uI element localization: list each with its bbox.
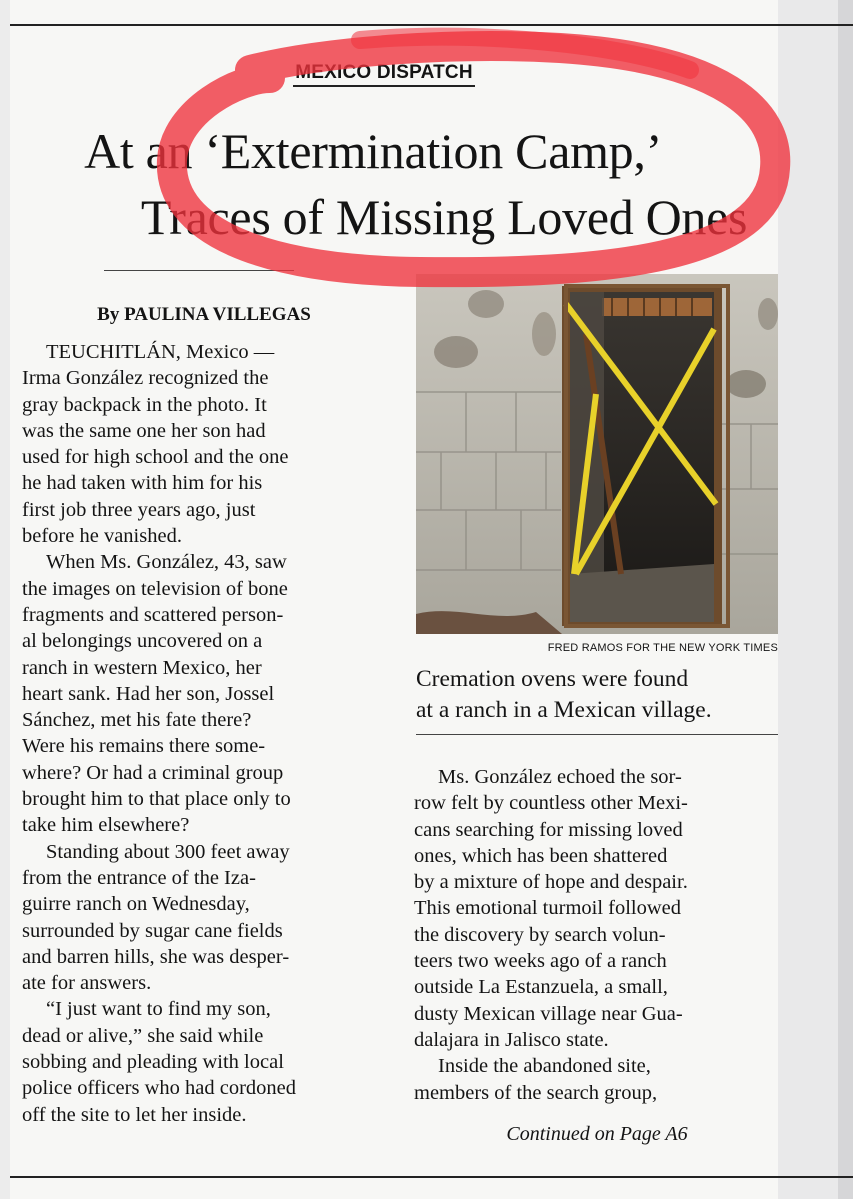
article-left-paragraph xyxy=(22,549,382,838)
article-left-line: al belongings uncovered on a xyxy=(22,630,263,653)
article-left-line: off the site to let her inside. xyxy=(22,1103,247,1126)
article-left-line: and barren hills, she was desper- xyxy=(22,945,290,968)
article-left-line: used for high school and the one xyxy=(22,446,289,469)
page-edge-shadow xyxy=(838,0,853,1199)
article-right-line: members of the search group, xyxy=(414,1081,658,1104)
article-left-line: ranch in western Mexico, her xyxy=(22,656,262,679)
section-label xyxy=(0,62,768,84)
article-right-line: This emotional turmoil followed xyxy=(414,897,682,920)
article-left-line: take him elsewhere? xyxy=(22,814,190,837)
article-photo xyxy=(416,274,778,634)
article-right-line: teers two weeks ago of a ranch xyxy=(414,950,667,973)
photo-credit: FRED RAMOS FOR THE NEW YORK TIMES xyxy=(547,642,778,654)
byline: By PAULINA VILLEGAS xyxy=(97,304,311,325)
article-right-line: cans searching for missing loved xyxy=(414,818,683,841)
photo-caption xyxy=(416,664,778,726)
article-left-line: fragments and scattered person- xyxy=(22,603,284,626)
article-right-paragraph xyxy=(414,1053,776,1106)
page-edge xyxy=(778,0,853,1199)
article-right-line: dusty Mexican village near Gua- xyxy=(414,1002,683,1025)
article-right-line: row felt by countless other Mexi- xyxy=(414,792,688,815)
article-right-line: dalajara in Jalisco state. xyxy=(414,1028,609,1051)
article-column-left xyxy=(22,339,382,1128)
article-right-line: ones, which has been shattered xyxy=(414,844,668,867)
article-right-line: Ms. González echoed the sor- xyxy=(438,766,682,788)
article-left-line: Sánchez, met his fate there? xyxy=(22,709,252,732)
headline xyxy=(0,118,768,250)
article-right-paragraph xyxy=(414,764,776,1053)
article-left-line: he had taken with him for his xyxy=(22,472,263,495)
article-right-line: the discovery by search volun- xyxy=(414,923,666,946)
article-left-line: the images on television of bone xyxy=(22,577,288,600)
headline-line-1: At an ‘Extermination Camp,’ xyxy=(84,123,662,179)
article-right-line: by a mixture of hope and despair. xyxy=(414,871,688,894)
article-left-line: “I just want to find my son, xyxy=(46,998,271,1021)
headline-divider xyxy=(104,270,294,271)
article-left-line: police officers who had cordoned xyxy=(22,1077,296,1100)
article-left-line: Irma González recognized the xyxy=(22,367,269,390)
article-left-line: TEUCHITLÁN, Mexico — xyxy=(46,341,275,363)
continued-jump-line: Continued on Page A6 xyxy=(506,1123,688,1145)
article-left-line: heart sank. Had her son, Jossel xyxy=(22,682,275,705)
article-left-line: guirre ranch on Wednesday, xyxy=(22,893,250,916)
article-left-line: Standing about 300 feet away xyxy=(46,840,290,863)
article-left-line: brought him to that place only to xyxy=(22,788,291,811)
top-rule xyxy=(10,24,853,26)
caption-divider xyxy=(416,734,778,735)
article-left-line: Were his remains there some- xyxy=(22,735,266,758)
article-left-paragraph xyxy=(22,339,382,549)
headline-line-2: Traces of Missing Loved Ones xyxy=(140,189,748,245)
article-column-right xyxy=(414,764,776,1106)
article-left-line: first job three years ago, just xyxy=(22,498,256,521)
article-left-line: sobbing and pleading with local xyxy=(22,1051,284,1074)
article-left-line: gray backpack in the photo. It xyxy=(22,393,267,416)
section-label-text: MEXICO DISPATCH xyxy=(293,62,475,87)
photo-caption-line-2: at a ranch in a Mexican village. xyxy=(416,697,712,723)
photo-caption-line-1: Cremation ovens were found xyxy=(416,666,689,692)
article-right-line: outside La Estanzuela, a small, xyxy=(414,976,668,999)
article-left-paragraph xyxy=(22,996,382,1127)
article-left-line: ate for answers. xyxy=(22,972,152,995)
article-left-line: before he vanished. xyxy=(22,525,182,548)
bottom-rule xyxy=(10,1176,853,1178)
article-left-line: where? Or had a criminal group xyxy=(22,761,284,784)
article-left-paragraph xyxy=(22,839,382,997)
article-left-line: was the same one her son had xyxy=(22,419,266,442)
cremation-oven-photo xyxy=(416,274,778,634)
article-left-line: dead or alive,” she said while xyxy=(22,1024,264,1047)
article-right-line: Inside the abandoned site, xyxy=(438,1055,651,1078)
article-left-line: surrounded by sugar cane fields xyxy=(22,919,283,942)
article-left-line: from the entrance of the Iza- xyxy=(22,866,256,889)
article-left-line: When Ms. González, 43, saw xyxy=(46,551,287,574)
